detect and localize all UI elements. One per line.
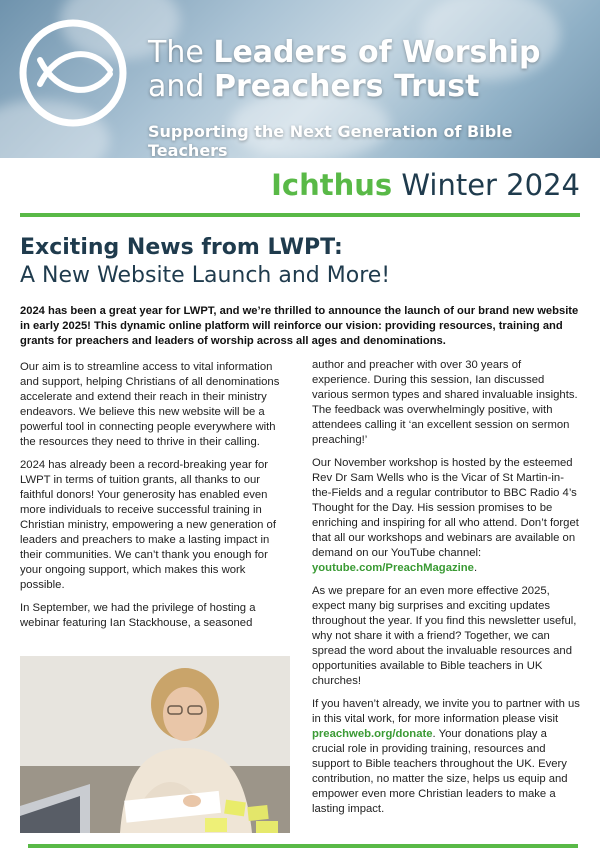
- org-name-line1-light: The: [148, 35, 204, 70]
- issue-edition: Winter 2024: [401, 168, 580, 202]
- paragraph: author and preacher with over 30 years of experience. During this session, Ian discussed various sermon types and shared invaluable insights. The feedback was overwhelmingly positive, with attendees calling it ‘an excellent session on sermon preaching!’: [312, 359, 578, 446]
- paragraph-text: .: [473, 562, 478, 574]
- tagline: Supporting the Next Generation of Bible Teachers: [148, 122, 513, 158]
- woman-writing-photo: [20, 656, 290, 833]
- youtube-channel-link[interactable]: youtube.com/PreachMagazine: [312, 562, 474, 574]
- org-name-line2-bold: Preachers Trust: [214, 69, 480, 104]
- header-banner: [0, 0, 600, 158]
- paragraph-text: If you haven’t already, we invite you to partner with us in this vital work, for more information please visit: [312, 698, 580, 725]
- donate-link[interactable]: preachweb.org/donate: [312, 728, 433, 740]
- paragraph: 2024 has already been a record-breaking year for LWPT in terms of tuition grants, all thanks to our faithful donors! Your generosity has enabled even more individuals to receive successful training in Christian ministry, empowering a new generation of leaders and preachers to make a lasting impact in their communities. We can’t thank you enough for your ongoing support, which makes this work possible.: [20, 459, 276, 591]
- paragraph: As we prepare for an even more effective 2025, expect many big surprises and exciting updates throughout the year. If you find this newsletter useful, why not share it with a friend? Together, we can spread the word about the invaluable resources and opportunities available to Bible teachers in UK churches!: [312, 585, 577, 687]
- issue-brand: Ichthus: [271, 168, 393, 202]
- org-name-line2-light: and: [148, 69, 205, 104]
- paragraph: In September, we had the privilege of hosting a webinar featuring Ian Stackhouse, a seasoned: [20, 602, 256, 629]
- article-column-left: [20, 360, 292, 639]
- article-title: Exciting News from LWPT:: [20, 235, 343, 260]
- paragraph: [312, 697, 582, 817]
- paragraph-text: Our November workshop is hosted by the esteemed Rev Dr Sam Wells who is the Vicar of St Martin-in-the-Fields and a regular contributor to BBC Radio 4’s Thought for the Day. His session promises to be enriching and inspiring for all who attend. Don’t forget that all our workshops and webinars are available on demand on our YouTube channel:: [312, 457, 579, 559]
- issue-title: [271, 168, 580, 202]
- article-headline: [20, 234, 580, 290]
- woman-writing-illustration: [20, 656, 290, 833]
- divider-top: [20, 213, 580, 217]
- paragraph: Our aim is to streamline access to vital information and support, helping Christians of all denominations accelerate and extend their reach in their ministry endeavors. We believe this new website will be a powerful tool in connecting people everywhere with the resources they need to thrive in their calling.: [20, 361, 280, 448]
- organization-name: [148, 36, 588, 104]
- article-subtitle: A New Website Launch and More!: [20, 263, 391, 288]
- org-name-line1-bold: Leaders of Worship: [213, 35, 541, 70]
- article-column-right: [312, 358, 582, 825]
- article-intro: 2024 has been a great year for LWPT, and we’re thrilled to announce the launch of our brand new website in early 2025! This dynamic online platform will reinforce our vision: providing resources, training and grants for preachers and leaders of worship across all ages and denominations.: [20, 305, 579, 347]
- paragraph: [312, 456, 582, 576]
- ichthus-fish-logo-icon: [18, 18, 128, 128]
- paragraph-text: . Your donations play a crucial role in providing training, resources and support to Bible teachers throughout the UK. Every contribution, no matter the size, helps us equip and empower even more Christian leaders to make a lasting impact.: [312, 728, 568, 815]
- divider-bottom: [28, 844, 578, 848]
